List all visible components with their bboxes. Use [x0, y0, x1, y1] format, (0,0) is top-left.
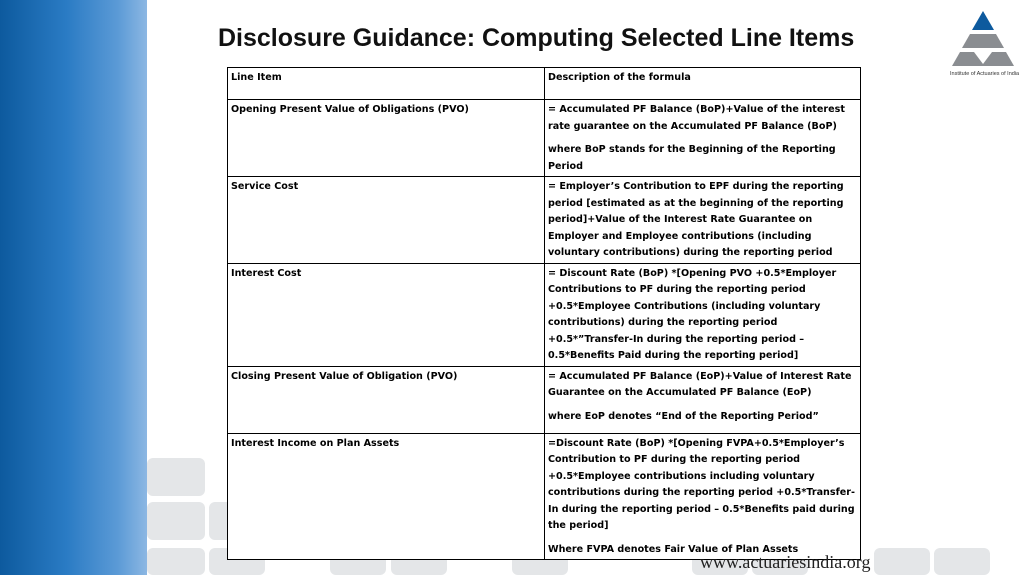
header-line-item: Line Item	[228, 68, 545, 100]
line-item-cell: Closing Present Value of Obligation (PVO)	[228, 366, 545, 433]
formula-text: = Accumulated PF Balance (BoP)+Value of the interest rate guarantee on the Accumulated PF Balance (BoP)	[548, 104, 845, 132]
formula-text: =Discount Rate (BoP) *[Opening FVPA+0.5*Employer’s Contribution to PF during the reporting period +0.5*Employee contributions including voluntary contributions during the reporting period +0.5*Transfer-In during the reporting period – 0.5*Benefits paid during the period]	[548, 437, 855, 531]
header-description: Description of the formula	[545, 68, 861, 100]
line-item-cell: Service Cost	[228, 177, 545, 264]
bg-tile	[147, 502, 205, 540]
line-item-cell: Interest Cost	[228, 263, 545, 366]
website-url: www.actuariesindia.org	[700, 552, 871, 572]
line-item-cell: Opening Present Value of Obligations (PVO)	[228, 100, 545, 177]
bg-tile	[147, 458, 205, 496]
formula-cell	[545, 263, 861, 366]
bg-tile	[934, 548, 990, 575]
formula-cell	[545, 177, 861, 264]
left-decorative-band	[0, 0, 147, 575]
line-item-cell: Interest Income on Plan Assets	[228, 433, 545, 560]
table-row	[228, 433, 861, 560]
formula-text: = Accumulated PF Balance (EoP)+Value of Interest Rate Guarantee on the Accumulated PF Balance (EoP)	[548, 370, 852, 398]
formula-note: where BoP stands for the Beginning of the Reporting Period	[548, 144, 836, 172]
formula-text: = Discount Rate (BoP) *[Opening PVO +0.5*Employer Contributions to PF during the reporting period +0.5*Employee Contributions (including voluntary contributions) during the reporting period +0.5*”Transfer-In during the reporting period – 0.5*Benefits Paid during the reporting period]	[548, 267, 837, 361]
table-row	[228, 100, 861, 177]
formula-cell	[545, 433, 861, 560]
table-row	[228, 263, 861, 366]
logo-caption: Institute of Actuaries of India	[950, 71, 1020, 77]
formula-cell	[545, 100, 861, 177]
formula-note: where EoP denotes “End of the Reporting Period”	[548, 410, 819, 422]
table-row	[228, 366, 861, 433]
table-row	[228, 177, 861, 264]
bg-tile	[874, 548, 930, 575]
formula-note: Where FVPA denotes Fair Value of Plan Assets	[548, 543, 799, 555]
bg-tile	[147, 548, 205, 575]
formula-text: = Employer’s Contribution to EPF during the reporting period [estimated as at the beginning of the reporting period]+Value of the Interest Rate Guarantee on Employer and Employee contributions (including voluntary contributions) during the reporting period	[548, 181, 844, 258]
formula-cell	[545, 366, 861, 433]
institute-logo-icon	[944, 8, 1022, 78]
table-header-row	[228, 68, 861, 100]
slide-title: Disclosure Guidance: Computing Selected Line Items	[218, 24, 855, 52]
line-items-table	[227, 67, 861, 560]
